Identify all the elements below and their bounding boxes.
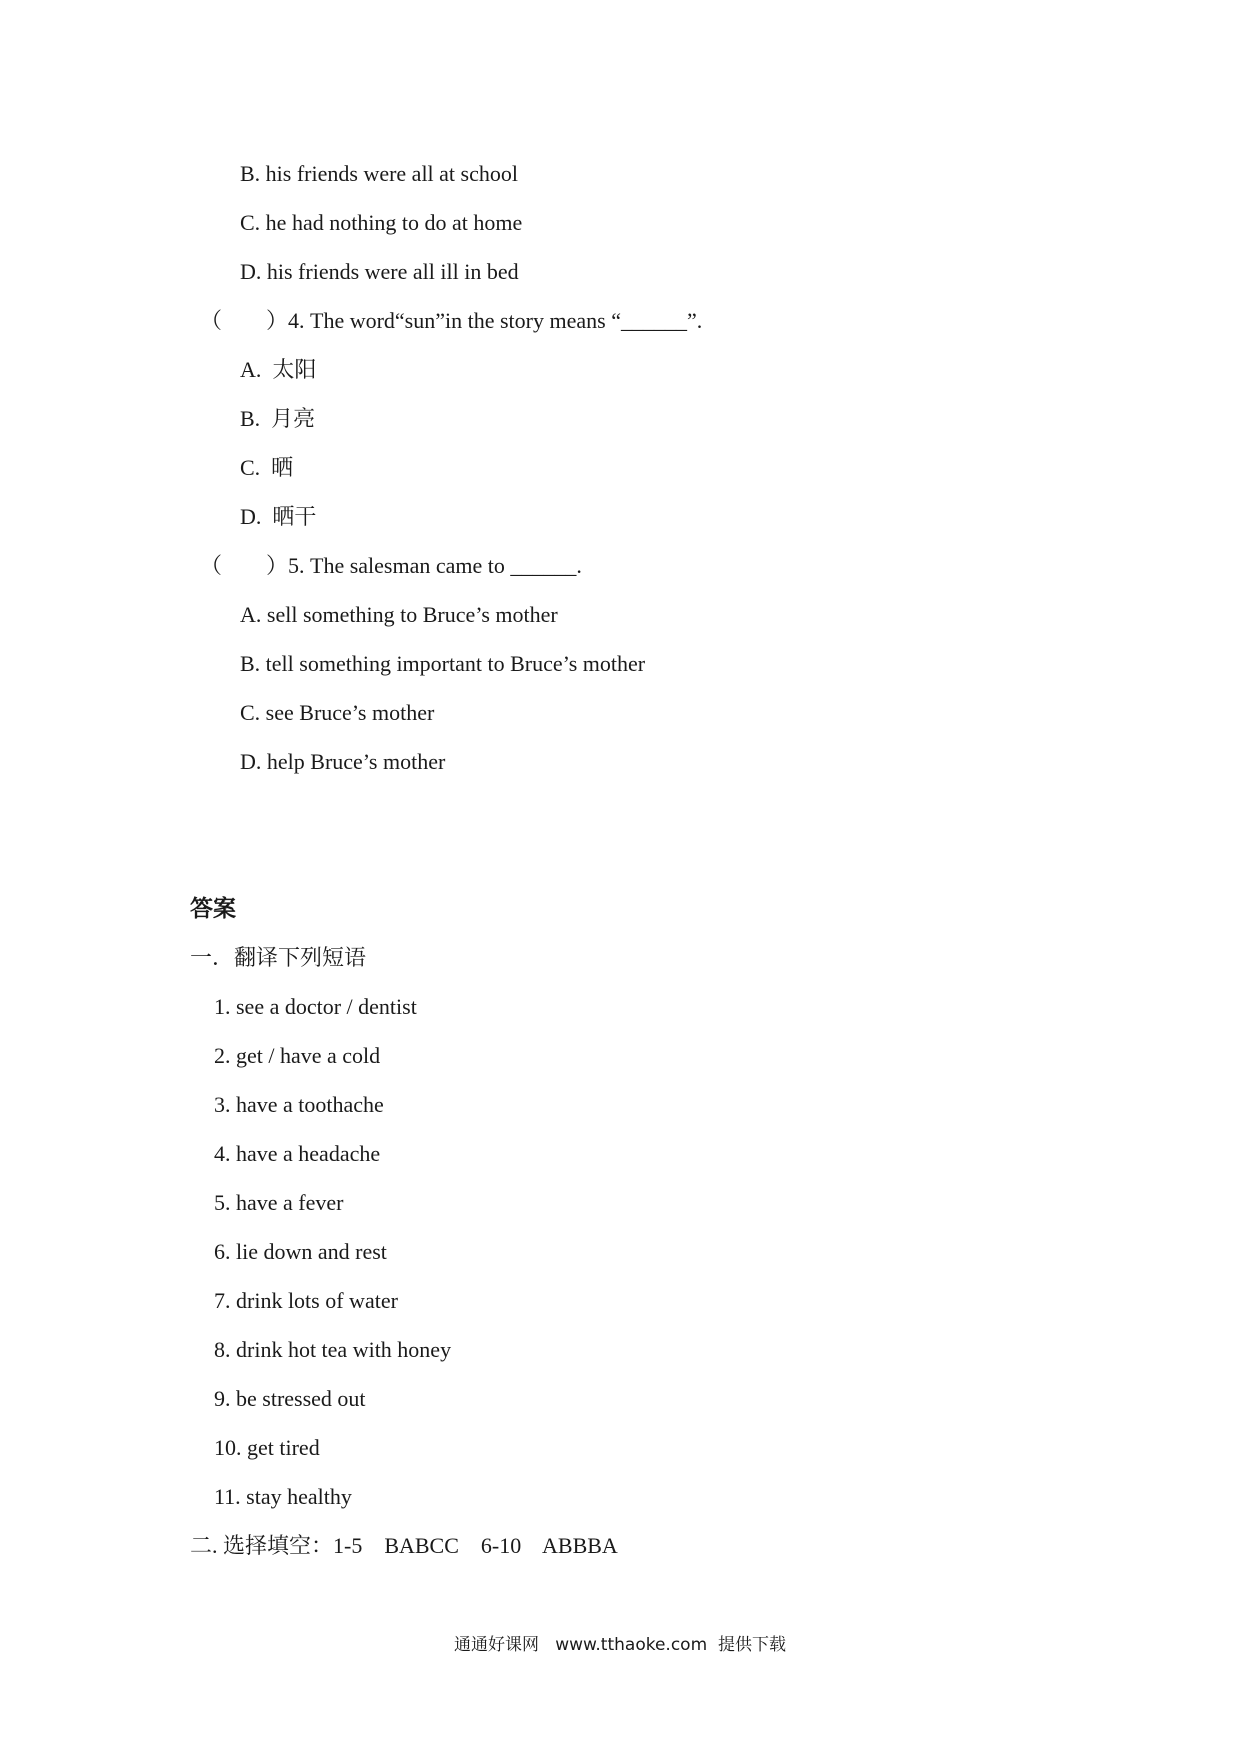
answer-item: 2. get / have a cold [214, 1043, 381, 1068]
q3-option-d: D. his friends were all ill in bed [240, 259, 519, 284]
q5-option-a: A. sell something to Bruce’s mother [240, 602, 558, 627]
q4-option-c: C. 晒 [240, 455, 294, 480]
q3-option-c: C. he had nothing to do at home [240, 210, 523, 235]
answer-item: 9. be stressed out [214, 1386, 366, 1411]
answer-item: 6. lie down and rest [214, 1239, 387, 1264]
answer-item: 4. have a headache [214, 1141, 381, 1166]
q4-stem: （ ）4. The word“sun”in the story means “______”. [200, 308, 703, 333]
q4-option-a: A. 太阳 [240, 357, 317, 382]
answer-item: 5. have a fever [214, 1190, 344, 1215]
answers-section2: 二. 选择填空：1-5 BABCC 6-10 ABBBA [190, 1533, 618, 1558]
answer-item: 7. drink lots of water [214, 1288, 398, 1313]
answers-heading: 答案 [190, 896, 236, 921]
answer-item: 11. stay healthy [214, 1484, 352, 1509]
answer-item: 8. drink hot tea with honey [214, 1337, 452, 1362]
q5-option-c: C. see Bruce’s mother [240, 700, 435, 725]
q5-stem: （ ）5. The salesman came to ______. [200, 553, 582, 578]
q4-option-b: B. 月亮 [240, 406, 316, 431]
q4-option-d: D. 晒干 [240, 504, 317, 529]
answer-item: 1. see a doctor / dentist [214, 994, 417, 1019]
q5-option-d: D. help Bruce’s mother [240, 749, 446, 774]
answer-item: 10. get tired [214, 1435, 320, 1460]
answers-section1-title: 一．翻译下列短语 [190, 945, 367, 970]
q5-option-b: B. tell something important to Bruce’s mother [240, 651, 646, 676]
answer-item: 3. have a toothache [214, 1092, 384, 1117]
page-footer: 通通好课网 www.tthaoke.com 提供下载 [454, 1635, 786, 1655]
q3-option-b: B. his friends were all at school [240, 161, 518, 186]
